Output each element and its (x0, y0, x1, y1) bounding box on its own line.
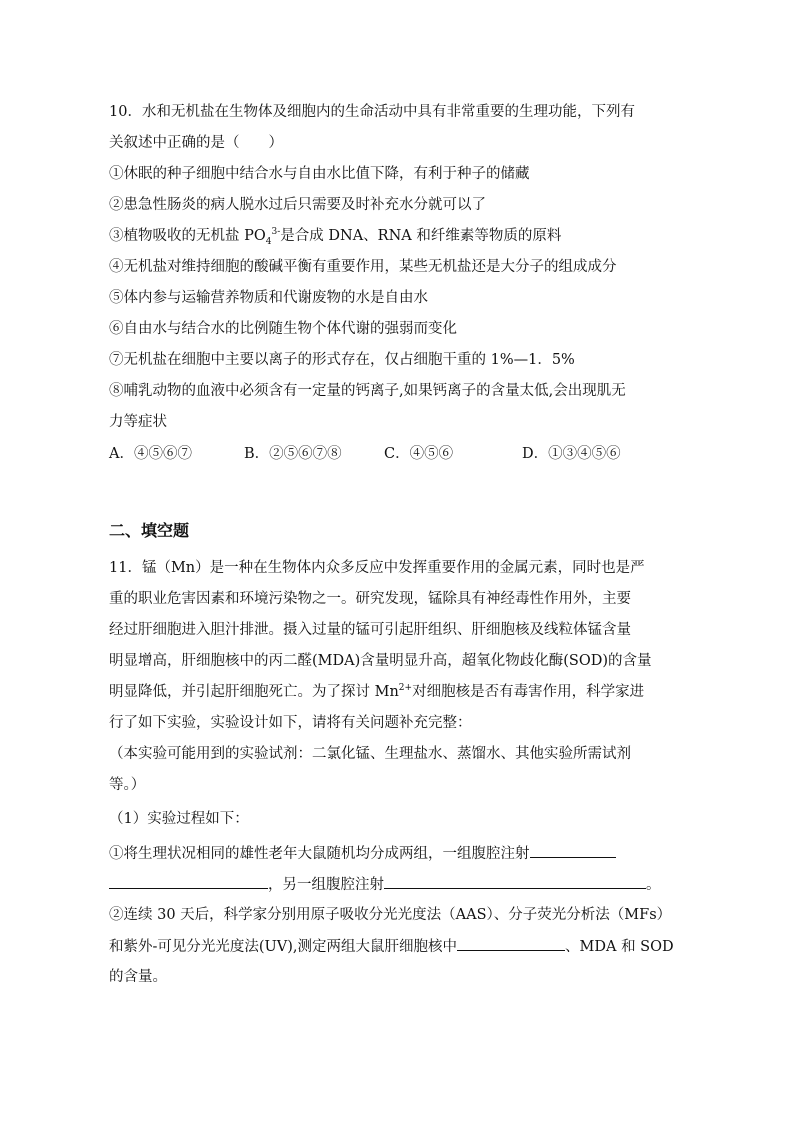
q10-item-1: ①休眠的种子细胞中结合水与自由水比值下降，有利于种子的储藏 (109, 166, 530, 182)
q10-option-a[interactable]: A．④⑤⑥⑦ (109, 446, 192, 462)
q10-item-7: ⑦无机盐在细胞中主要以离子的形式存在，仅占细胞干重的 1%—1．5% (109, 352, 575, 368)
q10-item-3-post: 是合成 DNA、RNA 和纤维素等物质的原料 (280, 228, 562, 244)
q11-step-1-text-b: ，另一组腹腔注射 (268, 877, 384, 893)
q10-item-3-sup: 3- (271, 227, 281, 238)
q10-item-3 (109, 226, 699, 246)
q10-stem-line2: 关叙述中正确的是（ ） (109, 135, 283, 151)
answer-blank-2[interactable] (384, 874, 646, 889)
answer-blank-1-cont[interactable] (109, 874, 268, 889)
q10-options (109, 444, 699, 464)
q11-line-6: 行了如下实验，实验设计如下，请将有关问题补充完整： (109, 715, 472, 731)
q10-stem-line1: 10．水和无机盐在生物体及细胞内的生命活动中具有非常重要的生理功能，下列有 (109, 104, 635, 120)
q11-step-2-text-b-end: 、MDA 和 SOD (565, 939, 674, 955)
q10-item-6: ⑥自由水与结合水的比例随生物个体代谢的强弱而变化 (109, 321, 457, 337)
q11-step-1-line-a (109, 843, 699, 864)
answer-blank-1[interactable] (530, 843, 616, 858)
q11-step-2-line-a: ②连续 30 天后，科学家分别用原子吸收分光光度法（AAS）、分子荧光分析法（MFs） (109, 907, 672, 923)
q11-line-7: （本实验可能用到的实验试剂：二氯化锰、生理盐水、蒸馏水、其他实验所需试剂 (109, 746, 631, 762)
section-title: 二、填空题 (109, 521, 190, 540)
q10-item-4: ④无机盐对维持细胞的酸碱平衡有重要作用，某些无机盐还是大分子的组成成分 (109, 259, 617, 275)
q11-line-5-post: 对细胞核是否有毒害作用，科学家进 (412, 684, 645, 700)
q11-step-2-text-b: 和紫外-可见分光光度法(UV),测定两组大鼠肝细胞核中 (109, 939, 458, 955)
q10-item-2: ②患急性肠炎的病人脱水过后只需要及时补充水分就可以了 (109, 197, 486, 213)
q11-line-5-sup: 2+ (398, 683, 413, 694)
q11-step-2-line-c: 的含量。 (109, 969, 167, 985)
q11-step-2-line-b (109, 936, 699, 957)
answer-blank-3[interactable] (457, 936, 565, 951)
q10-option-d[interactable]: D．①③④⑤⑥ (522, 446, 621, 462)
q11-line-3: 经过肝细胞进入胆汁排泄。摄入过量的锰可引起肝组织、肝细胞核及线粒体锰含量 (109, 622, 631, 638)
q11-line-8: 等。） (109, 777, 146, 793)
q10-item-8: ⑧哺乳动物的血液中必须含有一定量的钙离子,如果钙离子的含量太低,会出现肌无 (109, 383, 626, 399)
q10-option-c[interactable]: C．④⑤⑥ (384, 446, 454, 462)
q10-item-3-pre: ③植物吸收的无机盐 PO (109, 228, 266, 244)
q10-item-5: ⑤体内参与运输营养物质和代谢废物的水是自由水 (109, 290, 428, 306)
q11-line-5-pre: 明显降低，并引起肝细胞死亡。为了探讨 Mn (109, 684, 399, 700)
q11-line-1: 11．锰（Mn）是一种在生物体内众多反应中发挥重要作用的金属元素，同时也是严 (109, 560, 645, 576)
q11-step-1-text-a: ①将生理状况相同的雄性老年大鼠随机均分成两组，一组腹腔注射 (109, 846, 530, 862)
q11-step-1-end: 。 (646, 877, 661, 893)
q11-subquestion-1-title: （1）实验过程如下： (109, 811, 249, 827)
q10-option-b[interactable]: B．②⑤⑥⑦⑧ (244, 446, 342, 462)
q10-item-8-cont: 力等症状 (109, 414, 167, 430)
q11-line-2: 重的职业危害因素和环境污染物之一。研究发现，锰除具有神经毒性作用外，主要 (109, 591, 631, 607)
q10-item-3-sub: 4 (265, 236, 272, 247)
q11-line-5 (109, 682, 699, 702)
q11-line-4: 明显增高，肝细胞核中的丙二醛(MDA)含量明显升高，超氧化物歧化酶(SOD)的含量 (109, 653, 652, 669)
q11-step-1-line-b (109, 874, 699, 895)
